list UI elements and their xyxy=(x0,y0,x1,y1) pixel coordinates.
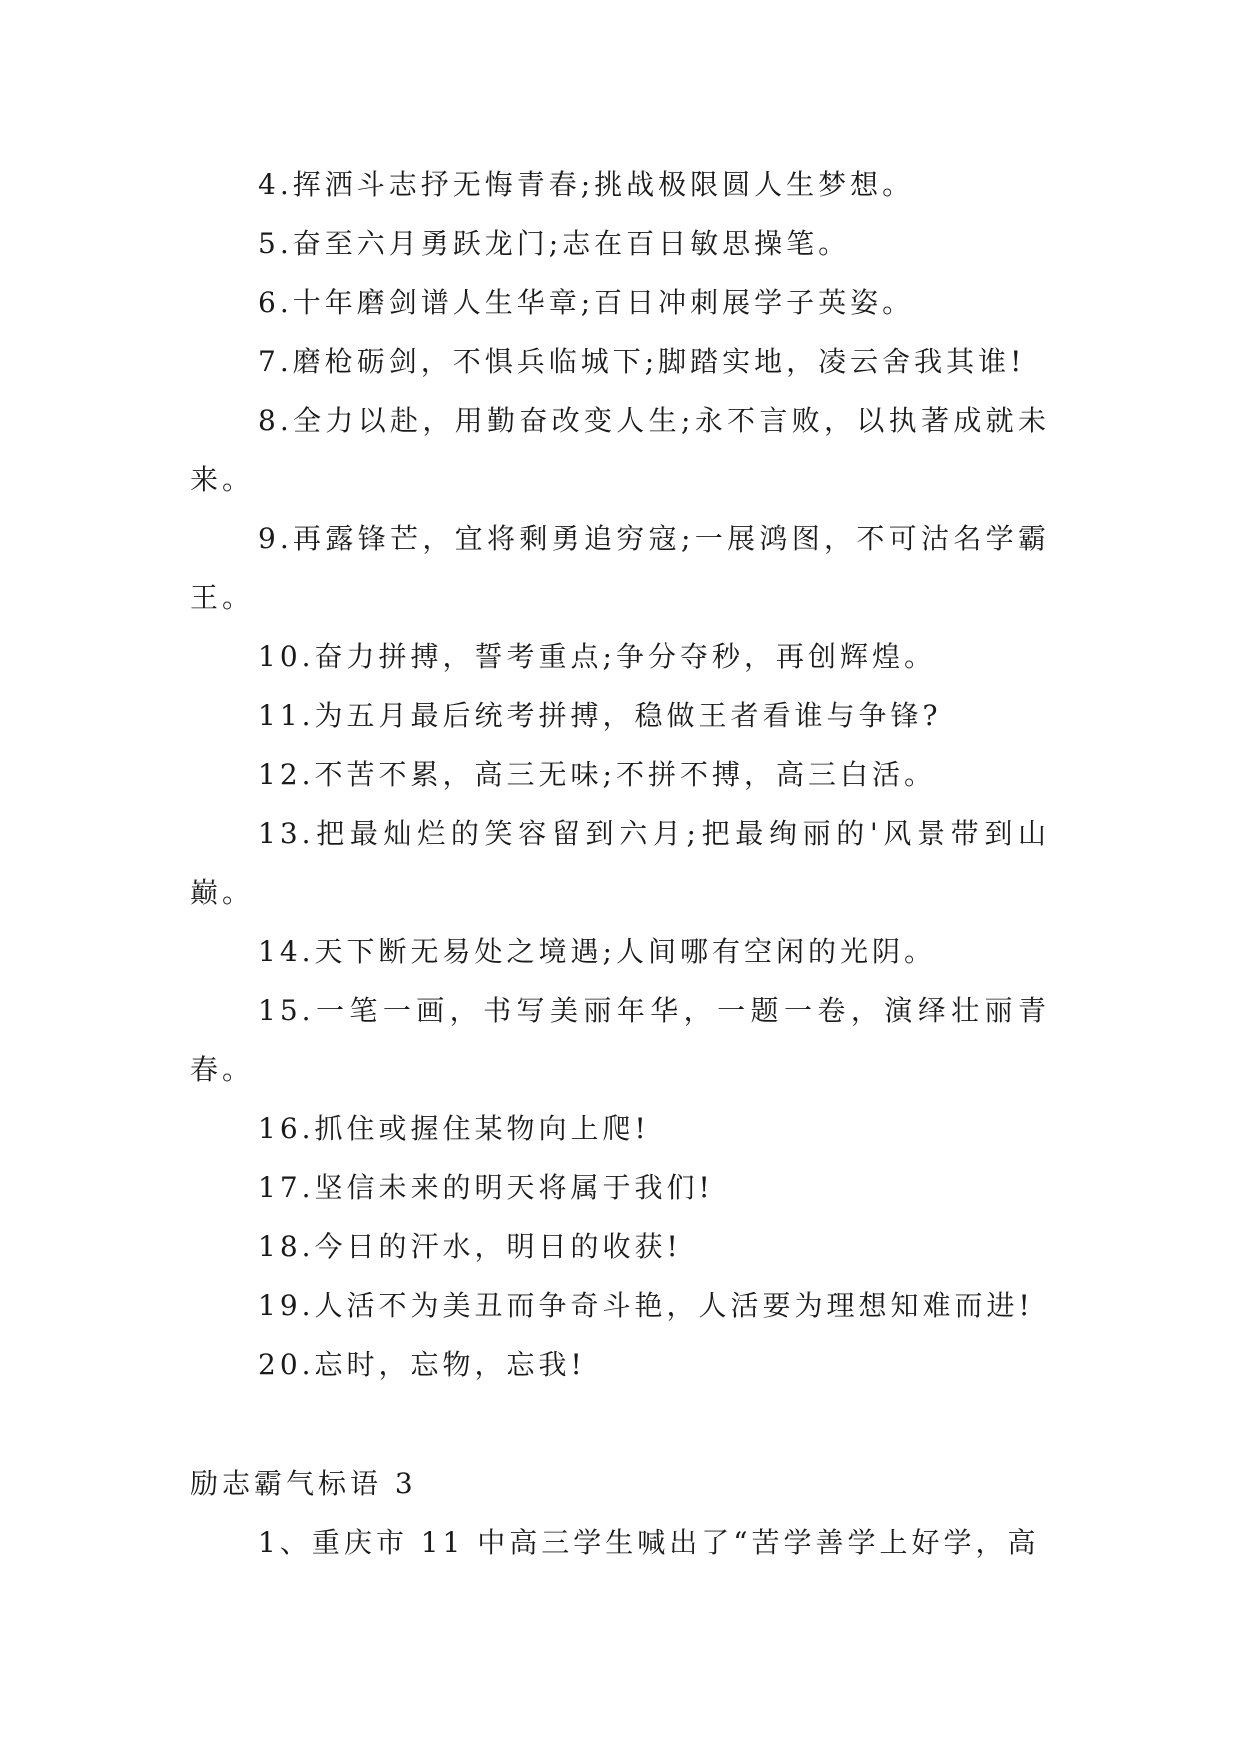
list-item: 19.人活不为美丑而争奇斗艳，人活要为理想知难而进! xyxy=(258,1289,1034,1322)
list-item: 13.把最灿烂的笑容留到六月;把最绚丽的'风景带到山巅。 xyxy=(190,817,1050,909)
list-item: 7.磨枪砺剑，不惧兵临城下;脚踏实地，凌云舍我其谁! xyxy=(258,345,1026,378)
document-body xyxy=(190,155,1050,1572)
list-item: 9.再露锋芒，宜将剩勇追穷寇;一展鸿图，不可沽名学霸王。 xyxy=(190,522,1050,614)
list-item: 18.今日的汗水，明日的收获! xyxy=(258,1230,682,1263)
list-item: 1、重庆市 11 中高三学生喊出了“苦学善学上好学，高 xyxy=(258,1526,1040,1559)
list-item: 17.坚信未来的明天将属于我们! xyxy=(258,1171,714,1204)
list-item: 10.奋力拼搏，誓考重点;争分夺秒，再创辉煌。 xyxy=(258,640,936,673)
list-item: 16.抓住或握住某物向上爬! xyxy=(258,1112,650,1145)
list-item: 6.十年磨剑谱人生华章;百日冲刺展学子英姿。 xyxy=(258,286,915,319)
section-heading: 励志霸气标语 3 xyxy=(190,1467,417,1500)
list-item: 4.挥洒斗志抒无悔青春;挑战极限圆人生梦想。 xyxy=(258,168,915,201)
list-item: 15.一笔一画，书写美丽年华，一题一卷，演绎壮丽青春。 xyxy=(190,994,1050,1086)
list-item: 20.忘时，忘物，忘我! xyxy=(258,1348,586,1381)
list-item: 5.奋至六月勇跃龙门;志在百日敏思操笔。 xyxy=(258,227,851,260)
list-item: 11.为五月最后统考拼搏，稳做王者看谁与争锋? xyxy=(258,699,942,732)
list-item: 12.不苦不累，高三无味;不拼不搏，高三白活。 xyxy=(258,758,936,791)
list-item: 14.天下断无易处之境遇;人间哪有空闲的光阴。 xyxy=(258,935,936,968)
list-item: 8.全力以赴，用勤奋改变人生;永不言败，以执著成就未来。 xyxy=(190,404,1050,496)
